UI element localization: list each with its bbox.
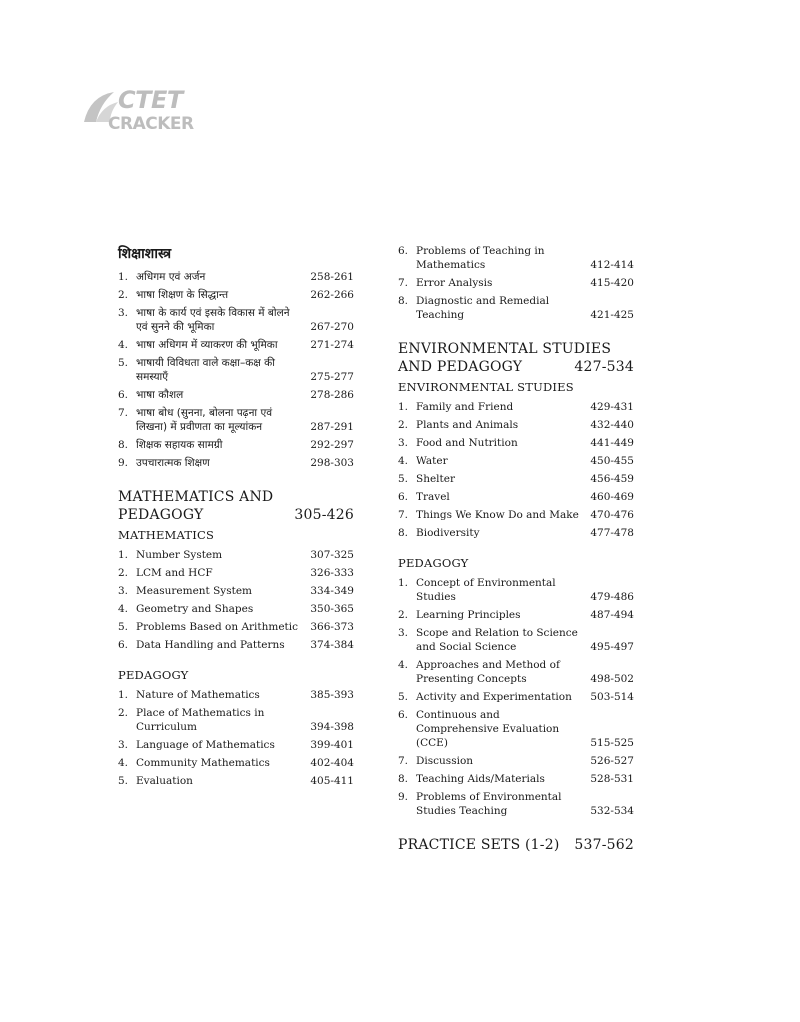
toc-entry-number: 6.: [118, 639, 129, 651]
toc-entry: [118, 638, 354, 652]
toc-entry-number: 2.: [118, 707, 129, 719]
toc-entry-number: 7.: [398, 755, 409, 767]
toc-entry-number: 2.: [118, 567, 129, 579]
toc-entry-pages: 278-286: [310, 389, 354, 401]
toc-entry-pages: 498-502: [590, 673, 634, 685]
toc-entry-number: 5.: [398, 691, 409, 703]
evs-section-pages: 427-534: [574, 359, 634, 375]
toc-entry: [118, 706, 354, 734]
toc-entry-number: 5.: [118, 775, 129, 787]
toc-entry-pages: 258-261: [310, 271, 354, 283]
logo-text-ctet: CTET: [118, 86, 183, 114]
toc-entry: [118, 306, 354, 334]
toc-entry: [118, 602, 354, 616]
toc-entry-title: Problems Based on Arithmetic: [136, 621, 299, 633]
toc-entry: [398, 708, 634, 750]
toc-entry-pages: 460-469: [590, 491, 634, 503]
toc-entry-pages: 456-459: [590, 473, 634, 485]
toc-entry-title: Discussion: [416, 755, 474, 767]
toc-entry: [398, 526, 634, 540]
ctet-cracker-logo: [80, 88, 200, 136]
toc-entry-number: 4.: [118, 603, 129, 615]
toc-entry-title: Food and Nutrition: [416, 437, 518, 449]
toc-entry-number: 7.: [398, 509, 409, 521]
toc-entry-number: 1.: [118, 689, 129, 701]
toc-entry-title: Problems of Environmental Studies Teaching: [416, 791, 562, 817]
toc-entry-pages: 298-303: [310, 457, 354, 469]
toc-entry: [398, 294, 634, 322]
toc-entry-title: भाषा बोध (सुनना, बोलना पढ़ना एवं लिखना) में प्रवीणता का मूल्यांकन: [136, 407, 273, 433]
toc-entry: [118, 566, 354, 580]
toc-entry-number: 8.: [398, 773, 409, 785]
toc-entry-number: 4.: [118, 339, 129, 351]
toc-entry-number: 3.: [118, 585, 129, 597]
toc-entry-title: उपचारात्मक शिक्षण: [136, 457, 210, 469]
toc-entry-title: Things We Know Do and Make: [416, 509, 579, 521]
toc-entry: [118, 620, 354, 634]
toc-entry-pages: 374-384: [310, 639, 354, 651]
toc-right-column: [398, 244, 634, 854]
toc-entry: [398, 436, 634, 450]
evs-toc-list: [398, 400, 634, 540]
evs-title-line1: ENVIRONMENTAL STUDIES: [398, 341, 612, 357]
toc-entry-pages: 450-455: [590, 455, 634, 467]
toc-entry: [398, 754, 634, 768]
toc-entry-number: 3.: [398, 627, 409, 639]
toc-entry-pages: 275-277: [310, 371, 354, 383]
toc-entry-title: Diagnostic and Remedial Teaching: [416, 295, 550, 321]
evs-pedagogy-toc-list: [398, 576, 634, 818]
hindi-toc-list: [118, 270, 354, 470]
toc-entry: [398, 400, 634, 414]
toc-entry-title: भाषा अधिगम में व्याकरण की भूमिका: [136, 339, 278, 351]
toc-entry-title: Language of Mathematics: [136, 739, 275, 751]
toc-entry-pages: 271-274: [310, 339, 354, 351]
toc-entry-number: 2.: [118, 289, 129, 301]
toc-entry: [118, 456, 354, 470]
toc-entry-number: 8.: [398, 527, 409, 539]
toc-entry-pages: 292-297: [310, 439, 354, 451]
toc-entry: [398, 276, 634, 290]
toc-entry-pages: 441-449: [590, 437, 634, 449]
evs-pedagogy-subheading: PEDAGOGY: [398, 556, 469, 570]
toc-entry-pages: 532-534: [590, 805, 634, 817]
toc-entry-pages: 394-398: [310, 721, 354, 733]
toc-entry-pages: 515-525: [590, 737, 634, 749]
toc-entry: [398, 418, 634, 432]
toc-entry-number: 8.: [118, 439, 129, 451]
toc-entry-number: 6.: [118, 389, 129, 401]
toc-entry-number: 9.: [118, 457, 129, 469]
toc-entry: [118, 584, 354, 598]
toc-entry-title: भाषा शिक्षण के सिद्धान्त: [136, 289, 229, 301]
toc-entry-pages: 528-531: [590, 773, 634, 785]
toc-entry-number: 6.: [398, 709, 409, 721]
toc-entry-title: Evaluation: [136, 775, 193, 787]
toc-entry-title: Number System: [136, 549, 223, 561]
math-pedagogy-subheading: PEDAGOGY: [118, 668, 189, 682]
toc-entry: [398, 690, 634, 704]
toc-entry-number: 3.: [118, 307, 129, 319]
toc-entry: [118, 438, 354, 452]
toc-entry-title: Continuous and Comprehensive Evaluation (CCE): [416, 709, 560, 749]
math-toc-list: [118, 548, 354, 652]
toc-entry-title: भाषायी विविधता वाले कक्षा–कक्ष की समस्याएँ: [136, 357, 275, 383]
toc-entry-pages: 399-401: [310, 739, 354, 751]
toc-entry-number: 8.: [398, 295, 409, 307]
toc-entry: [118, 338, 354, 352]
toc-entry: [118, 756, 354, 770]
toc-entry-pages: 495-497: [590, 641, 634, 653]
toc-entry-pages: 421-425: [590, 309, 634, 321]
toc-entry-title: Nature of Mathematics: [136, 689, 260, 701]
toc-entry: [398, 508, 634, 522]
evs-section-title: [398, 340, 634, 376]
toc-entry-title: Water: [416, 455, 448, 467]
toc-entry: [118, 774, 354, 788]
toc-entry-number: 5.: [118, 357, 129, 369]
toc-entry-title: Place of Mathematics in Curriculum: [136, 707, 265, 733]
math-title-line2: PEDAGOGY: [118, 507, 204, 523]
toc-entry-pages: 287-291: [310, 421, 354, 433]
math-subheading: MATHEMATICS: [118, 528, 215, 542]
toc-entry-title: अधिगम एवं अर्जन: [136, 271, 206, 283]
toc-entry-title: भाषा के कार्य एवं इसके विकास में बोलने एवं सुनने की भूमिका: [136, 307, 290, 333]
toc-entry-number: 6.: [398, 491, 409, 503]
toc-entry: [398, 626, 634, 654]
toc-entry-pages: 267-270: [310, 321, 354, 333]
toc-entry-title: Teaching Aids/Materials: [416, 773, 545, 785]
toc-entry-title: Family and Friend: [416, 401, 514, 413]
toc-entry-number: 3.: [398, 437, 409, 449]
toc-entry-title: LCM and HCF: [136, 567, 213, 579]
toc-entry-title: Shelter: [416, 473, 455, 485]
math-title-line1: MATHEMATICS AND: [118, 489, 274, 505]
toc-entry-pages: 350-365: [310, 603, 354, 615]
toc-entry: [118, 270, 354, 284]
toc-entry-number: 1.: [118, 549, 129, 561]
toc-entry-pages: 326-333: [310, 567, 354, 579]
practice-sets-pages: 537-562: [574, 837, 634, 853]
toc-entry-pages: 526-527: [590, 755, 634, 767]
toc-entry-title: Plants and Animals: [416, 419, 519, 431]
toc-entry-pages: 503-514: [590, 691, 634, 703]
toc-entry-number: 9.: [398, 791, 409, 803]
toc-entry-title: Measurement System: [136, 585, 253, 597]
hindi-section-title: शिक्षाशास्त्र: [118, 246, 172, 262]
toc-entry-pages: 262-266: [310, 289, 354, 301]
math-pedagogy-continued-list: [398, 244, 634, 322]
toc-entry-pages: 487-494: [590, 609, 634, 621]
toc-entry-title: Error Analysis: [416, 277, 493, 289]
toc-entry-pages: 307-325: [310, 549, 354, 561]
toc-entry: [398, 658, 634, 686]
toc-entry-pages: 405-411: [310, 775, 354, 787]
logo-text-cracker: CRACKER: [108, 114, 194, 134]
toc-entry: [398, 454, 634, 468]
toc-entry-number: 2.: [398, 419, 409, 431]
evs-subheading: ENVIRONMENTAL STUDIES: [398, 380, 574, 394]
toc-entry-number: 5.: [398, 473, 409, 485]
toc-entry-number: 2.: [398, 609, 409, 621]
toc-entry-title: Approaches and Method of Presenting Concepts: [416, 659, 560, 685]
toc-entry-title: Biodiversity: [416, 527, 480, 539]
toc-entry-title: शिक्षक सहायक सामग्री: [136, 439, 223, 451]
math-section-pages: 305-426: [294, 507, 354, 523]
toc-entry-number: 1.: [118, 271, 129, 283]
toc-entry: [398, 608, 634, 622]
toc-entry-number: 4.: [118, 757, 129, 769]
toc-entry-pages: 415-420: [590, 277, 634, 289]
toc-entry-title: Geometry and Shapes: [136, 603, 254, 615]
toc-entry-number: 6.: [398, 245, 409, 257]
toc-entry-pages: 334-349: [310, 585, 354, 597]
toc-entry-title: Activity and Experimentation: [416, 691, 572, 703]
toc-entry-pages: 477-478: [590, 527, 634, 539]
toc-entry: [398, 790, 634, 818]
toc-entry-title: Problems of Teaching in Mathematics: [416, 245, 545, 271]
toc-entry-number: 1.: [398, 577, 409, 589]
practice-sets-title: [398, 836, 634, 854]
math-pedagogy-toc-list: [118, 688, 354, 788]
toc-entry-number: 7.: [398, 277, 409, 289]
toc-entry-pages: 385-393: [310, 689, 354, 701]
math-section-title: [118, 488, 354, 524]
toc-entry-pages: 479-486: [590, 591, 634, 603]
toc-entry-title: Learning Principles: [416, 609, 521, 621]
toc-entry-number: 3.: [118, 739, 129, 751]
toc-left-column: [118, 244, 354, 792]
toc-entry-pages: 402-404: [310, 757, 354, 769]
toc-entry: [398, 772, 634, 786]
practice-sets-label: PRACTICE SETS (1-2): [398, 837, 560, 853]
toc-entry: [118, 388, 354, 402]
toc-entry: [398, 576, 634, 604]
toc-entry-number: 1.: [398, 401, 409, 413]
toc-entry: [118, 288, 354, 302]
toc-entry: [398, 244, 634, 272]
toc-entry-title: Data Handling and Patterns: [136, 639, 285, 651]
toc-entry-number: 4.: [398, 659, 409, 671]
toc-entry: [118, 688, 354, 702]
toc-entry: [398, 472, 634, 486]
toc-entry-number: 7.: [118, 407, 129, 419]
toc-entry-pages: 432-440: [590, 419, 634, 431]
toc-entry-pages: 366-373: [310, 621, 354, 633]
toc-entry: [118, 356, 354, 384]
toc-entry-number: 5.: [118, 621, 129, 633]
toc-entry-pages: 412-414: [590, 259, 634, 271]
toc-entry: [118, 548, 354, 562]
toc-entry: [398, 490, 634, 504]
toc-entry-number: 4.: [398, 455, 409, 467]
toc-entry-pages: 429-431: [590, 401, 634, 413]
toc-entry-title: Scope and Relation to Science and Social Science: [416, 627, 578, 653]
toc-entry-title: Travel: [416, 491, 450, 503]
toc-entry-title: Concept of Environmental Studies: [416, 577, 556, 603]
toc-entry-title: Community Mathematics: [136, 757, 270, 769]
toc-entry-pages: 470-476: [590, 509, 634, 521]
toc-entry-title: भाषा कौशल: [136, 389, 184, 401]
evs-title-line2: AND PEDAGOGY: [398, 359, 523, 375]
toc-entry: [118, 406, 354, 434]
toc-entry: [118, 738, 354, 752]
